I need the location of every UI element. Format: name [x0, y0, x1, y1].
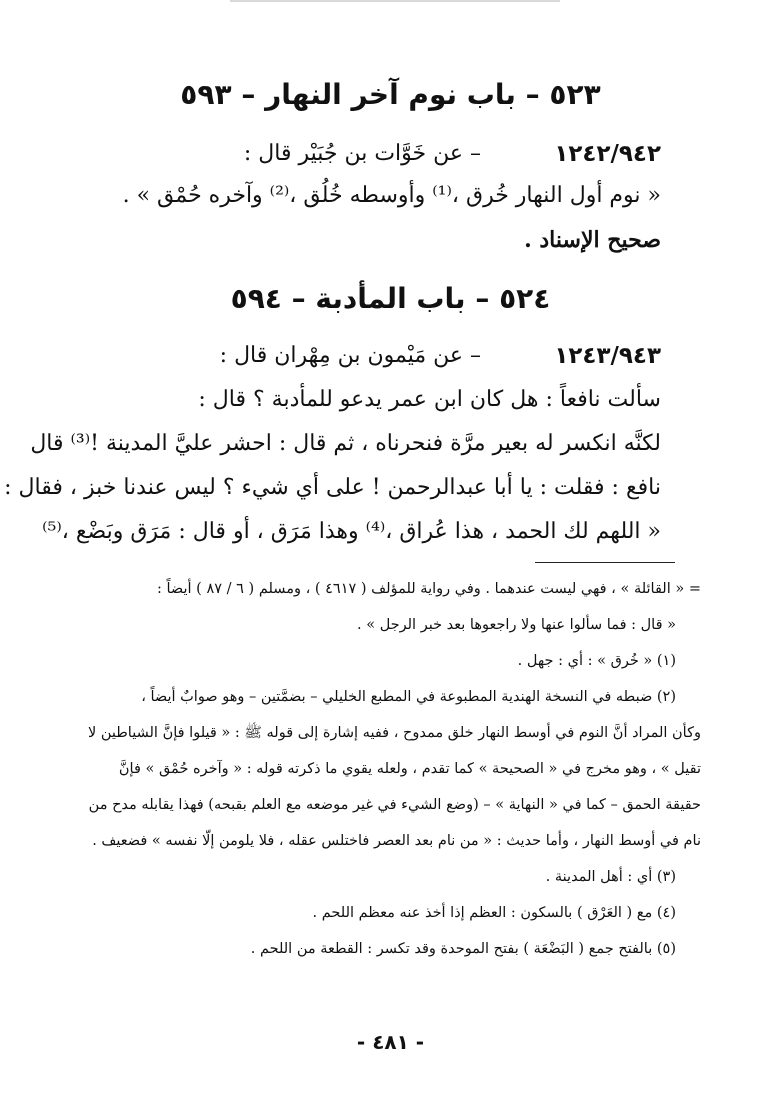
- grading-line: صحيح الإسناد .: [524, 227, 661, 253]
- footnote-line: « قال : فما سألوا عنها ولا راجعوها بعد خبر الرجل » .: [357, 617, 676, 633]
- footnote-line: (١) « خُرق » : أي : جهل .: [517, 653, 676, 669]
- hadith-text-line: « اللهم لك الحمد ، هذا عُراق ،⁽⁴⁾ وهذا مَرَق ، أو قال : مَرَق وبَضْع ،⁽⁵⁾: [42, 519, 661, 544]
- footnote-line: نام في أوسط النهار ، وأما حديث : « من نام بعد العصر فاختلس عقله ، فلا يلومن إلّا نفسه » فضعيف .: [92, 833, 701, 849]
- footnote-line: = « القائلة » ، فهي ليست عندهما . وفي رواية للمؤلف ( ٤٦١٧ ) ، ومسلم ( ٦ / ٨٧ ) أيضاً :: [157, 581, 701, 597]
- hadith-number: ١٢٤٣/٩٤٣: [554, 343, 661, 369]
- hadith-text-line: سألت نافعاً : هل كان ابن عمر يدعو للمأدبة ؟ قال :: [198, 387, 661, 412]
- hadith-text-line: نافع : فقلت : يا أبا عبدالرحمن ! على أي شيء ؟ ليس عندنا خبز ، فقال :: [4, 475, 661, 500]
- chapter-heading: ٥٢٤ – باب المأدبة – ٥٩٤: [230, 282, 551, 315]
- footnote-line: (٤) مع ( العَرْق ) بالسكون : العظم إذا أخذ عنه معظم اللحم .: [312, 905, 676, 921]
- narration-intro: – عن مَيْمون بن مِهْران قال :: [219, 343, 481, 368]
- footnote-line: (٣) أي : أهل المدينة .: [545, 869, 676, 885]
- page-number: - ٤٨١ -: [356, 1030, 425, 1054]
- hadith-text-line: لكنَّه انكسر له بعير مرَّة فنحرناه ، ثم قال : احشر عليَّ المدينة !⁽³⁾ قال: [30, 431, 661, 456]
- footnote-line: حقيقة الحمق – كما في « النهاية » – (وضع الشيء في غير موضعه مع العلم بقبحه) فهذا يقابله مدح من: [88, 797, 701, 813]
- hadith-text-line: « نوم أول النهار خُرق ،⁽¹⁾ وأوسطه خُلُق ،⁽²⁾ وآخره حُمْق » .: [122, 183, 661, 208]
- chapter-heading: ٥٢٣ – باب نوم آخر النهار – ٥٩٣: [180, 78, 601, 111]
- narration-intro: – عن خَوَّات بن جُبَيْر قال :: [243, 141, 481, 166]
- footnote-line: وكأن المراد أنَّ النوم في أوسط النهار خلق ممدوح ، ففيه إشارة إلى قوله ﷺ : « قيلوا فإنَّ الشياطين لا: [87, 725, 701, 741]
- hadith-number: ١٢٤٢/٩٤٢: [554, 141, 661, 167]
- footnote-separator: [535, 562, 675, 563]
- scan-edge-line: [230, 0, 560, 2]
- footnote-line: (٥) بالفتح جمع ( البَضْعَة ) بفتح الموحدة وقد تكسر : القطعة من اللحم .: [250, 941, 676, 957]
- footnote-line: (٢) ضبطه في النسخة الهندية المطبوعة في المطبع الخليلي – بضمَّتين – وهو صوابٌ أيضاً ،: [141, 689, 676, 705]
- footnote-line: تقيل » ، وهو مخرج في « الصحيحة » كما تقدم ، ولعله يقوي ما ذكرته قوله : « وآخره حُمْق » فإنَّ: [118, 761, 701, 777]
